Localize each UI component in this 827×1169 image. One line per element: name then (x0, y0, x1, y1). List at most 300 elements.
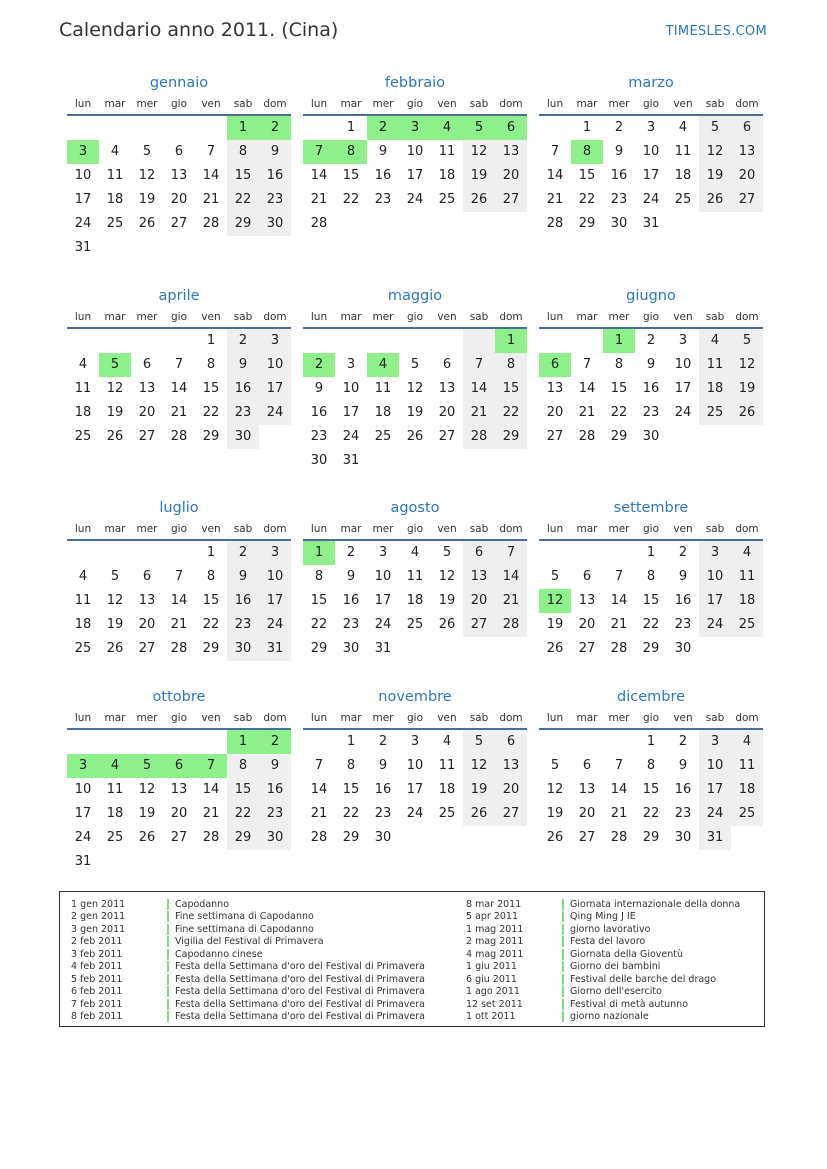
day-cell[interactable]: 10 (406, 144, 424, 159)
day-cell[interactable]: 1 (495, 329, 527, 353)
day-cell[interactable]: 27 (138, 641, 156, 656)
day-cell[interactable]: 10 (699, 754, 731, 778)
day-cell[interactable]: 8 (206, 569, 216, 584)
day-cell[interactable]: 14 (202, 168, 220, 183)
day-cell[interactable]: 6 (142, 357, 152, 372)
day-cell[interactable]: 7 (495, 541, 527, 565)
day-cell[interactable]: 25 (106, 216, 124, 231)
day-cell[interactable]: 11 (74, 593, 92, 608)
day-cell[interactable]: 4 (699, 329, 731, 353)
day-cell[interactable]: 5 (142, 144, 152, 159)
day-cell[interactable]: 1 (227, 116, 259, 140)
day-cell[interactable]: 8 (646, 569, 656, 584)
day-cell[interactable]: 10 (259, 565, 291, 589)
day-cell[interactable]: 4 (442, 734, 452, 749)
day-cell[interactable]: 25 (74, 429, 92, 444)
day-cell[interactable]: 24 (342, 429, 360, 444)
day-cell[interactable]: 17 (699, 589, 731, 613)
day-cell[interactable]: 8 (206, 357, 216, 372)
day-cell[interactable]: 8 (495, 353, 527, 377)
day-cell[interactable]: 9 (227, 353, 259, 377)
day-cell[interactable]: 20 (731, 164, 763, 188)
day-cell[interactable]: 15 (227, 164, 259, 188)
day-cell[interactable]: 24 (74, 830, 92, 845)
day-cell[interactable]: 27 (495, 188, 527, 212)
day-cell[interactable]: 31 (642, 216, 660, 231)
day-cell[interactable]: 7 (303, 140, 335, 164)
day-cell[interactable]: 19 (106, 405, 124, 420)
day-cell[interactable]: 9 (314, 381, 324, 396)
day-cell[interactable]: 2 (678, 734, 688, 749)
day-cell[interactable]: 21 (463, 401, 495, 425)
day-cell[interactable]: 3 (410, 734, 420, 749)
day-cell[interactable]: 19 (463, 164, 495, 188)
day-cell[interactable]: 22 (202, 617, 220, 632)
day-cell[interactable]: 1 (346, 734, 356, 749)
day-cell[interactable]: 23 (642, 405, 660, 420)
day-cell[interactable]: 2 (614, 120, 624, 135)
day-cell[interactable]: 18 (374, 405, 392, 420)
day-cell[interactable]: 5 (463, 116, 495, 140)
day-cell[interactable]: 8 (646, 758, 656, 773)
day-cell[interactable]: 15 (578, 168, 596, 183)
day-cell[interactable]: 5 (550, 569, 560, 584)
day-cell[interactable]: 24 (259, 613, 291, 637)
day-cell[interactable]: 3 (399, 116, 431, 140)
day-cell[interactable]: 29 (227, 826, 259, 850)
day-cell[interactable]: 7 (614, 758, 624, 773)
day-cell[interactable]: 28 (310, 830, 328, 845)
day-cell[interactable]: 10 (674, 357, 692, 372)
day-cell[interactable]: 24 (74, 216, 92, 231)
day-cell[interactable]: 19 (731, 377, 763, 401)
day-cell[interactable]: 20 (438, 405, 456, 420)
day-cell[interactable]: 8 (335, 140, 367, 164)
day-cell[interactable]: 26 (463, 802, 495, 826)
day-cell[interactable]: 24 (374, 617, 392, 632)
day-cell[interactable]: 7 (463, 353, 495, 377)
day-cell[interactable]: 28 (170, 641, 188, 656)
day-cell[interactable]: 6 (163, 754, 195, 778)
day-cell[interactable]: 27 (731, 188, 763, 212)
day-cell[interactable]: 9 (259, 140, 291, 164)
day-cell[interactable]: 25 (374, 429, 392, 444)
day-cell[interactable]: 23 (259, 188, 291, 212)
day-cell[interactable]: 26 (463, 188, 495, 212)
day-cell[interactable]: 30 (259, 826, 291, 850)
day-cell[interactable]: 14 (610, 593, 628, 608)
day-cell[interactable]: 9 (378, 144, 388, 159)
day-cell[interactable]: 6 (582, 758, 592, 773)
day-cell[interactable]: 3 (259, 329, 291, 353)
day-cell[interactable]: 27 (546, 429, 564, 444)
day-cell[interactable]: 18 (106, 192, 124, 207)
day-cell[interactable]: 30 (374, 830, 392, 845)
day-cell[interactable]: 2 (367, 116, 399, 140)
day-cell[interactable]: 31 (374, 641, 392, 656)
day-cell[interactable]: 19 (138, 192, 156, 207)
day-cell[interactable]: 3 (259, 541, 291, 565)
day-cell[interactable]: 9 (646, 357, 656, 372)
day-cell[interactable]: 26 (699, 188, 731, 212)
day-cell[interactable]: 18 (74, 405, 92, 420)
day-cell[interactable]: 22 (642, 806, 660, 821)
day-cell[interactable]: 9 (346, 569, 356, 584)
day-cell[interactable]: 31 (259, 637, 291, 661)
day-cell[interactable]: 13 (546, 381, 564, 396)
day-cell[interactable]: 29 (642, 641, 660, 656)
day-cell[interactable]: 24 (674, 405, 692, 420)
day-cell[interactable]: 2 (303, 353, 335, 377)
day-cell[interactable]: 16 (227, 589, 259, 613)
day-cell[interactable]: 2 (378, 734, 388, 749)
day-cell[interactable]: 3 (699, 541, 731, 565)
day-cell[interactable]: 29 (342, 830, 360, 845)
day-cell[interactable]: 25 (731, 802, 763, 826)
day-cell[interactable]: 10 (74, 168, 92, 183)
day-cell[interactable]: 17 (74, 192, 92, 207)
day-cell[interactable]: 22 (342, 806, 360, 821)
day-cell[interactable]: 16 (374, 782, 392, 797)
day-cell[interactable]: 23 (374, 806, 392, 821)
day-cell[interactable]: 18 (674, 168, 692, 183)
day-cell[interactable]: 18 (106, 806, 124, 821)
day-cell[interactable]: 5 (731, 329, 763, 353)
day-cell[interactable]: 20 (578, 617, 596, 632)
day-cell[interactable]: 11 (731, 565, 763, 589)
day-cell[interactable]: 17 (342, 405, 360, 420)
day-cell[interactable]: 11 (699, 353, 731, 377)
day-cell[interactable]: 17 (374, 593, 392, 608)
day-cell[interactable]: 27 (438, 429, 456, 444)
day-cell[interactable]: 26 (106, 429, 124, 444)
day-cell[interactable]: 17 (406, 168, 424, 183)
day-cell[interactable]: 14 (495, 565, 527, 589)
day-cell[interactable]: 9 (259, 754, 291, 778)
day-cell[interactable]: 5 (99, 353, 131, 377)
day-cell[interactable]: 25 (406, 617, 424, 632)
day-cell[interactable]: 1 (206, 545, 216, 560)
day-cell[interactable]: 13 (170, 782, 188, 797)
day-cell[interactable]: 12 (138, 168, 156, 183)
day-cell[interactable]: 12 (539, 589, 571, 613)
day-cell[interactable]: 28 (170, 429, 188, 444)
day-cell[interactable]: 22 (495, 401, 527, 425)
day-cell[interactable]: 22 (202, 405, 220, 420)
day-cell[interactable]: 8 (227, 754, 259, 778)
day-cell[interactable]: 4 (731, 541, 763, 565)
day-cell[interactable]: 11 (106, 168, 124, 183)
day-cell[interactable]: 16 (610, 168, 628, 183)
day-cell[interactable]: 19 (546, 617, 564, 632)
day-cell[interactable]: 12 (106, 593, 124, 608)
day-cell[interactable]: 13 (170, 168, 188, 183)
day-cell[interactable]: 12 (438, 569, 456, 584)
day-cell[interactable]: 22 (642, 617, 660, 632)
day-cell[interactable]: 27 (495, 802, 527, 826)
day-cell[interactable]: 4 (678, 120, 688, 135)
day-cell[interactable]: 30 (227, 425, 259, 449)
day-cell[interactable]: 18 (699, 377, 731, 401)
day-cell[interactable]: 5 (410, 357, 420, 372)
day-cell[interactable]: 7 (314, 758, 324, 773)
day-cell[interactable]: 14 (546, 168, 564, 183)
day-cell[interactable]: 17 (74, 806, 92, 821)
day-cell[interactable]: 21 (310, 806, 328, 821)
day-cell[interactable]: 14 (578, 381, 596, 396)
day-cell[interactable]: 1 (646, 545, 656, 560)
day-cell[interactable]: 24 (699, 613, 731, 637)
day-cell[interactable]: 18 (438, 782, 456, 797)
day-cell[interactable]: 29 (610, 429, 628, 444)
day-cell[interactable]: 19 (106, 617, 124, 632)
day-cell[interactable]: 26 (106, 641, 124, 656)
day-cell[interactable]: 16 (259, 164, 291, 188)
day-cell[interactable]: 2 (678, 545, 688, 560)
day-cell[interactable]: 15 (227, 778, 259, 802)
day-cell[interactable]: 4 (410, 545, 420, 560)
day-cell[interactable]: 26 (438, 617, 456, 632)
day-cell[interactable]: 16 (310, 405, 328, 420)
day-cell[interactable]: 21 (610, 617, 628, 632)
day-cell[interactable]: 2 (346, 545, 356, 560)
day-cell[interactable]: 13 (438, 381, 456, 396)
day-cell[interactable]: 22 (227, 802, 259, 826)
day-cell[interactable]: 19 (699, 164, 731, 188)
day-cell[interactable]: 18 (438, 168, 456, 183)
day-cell[interactable]: 6 (582, 569, 592, 584)
day-cell[interactable]: 3 (699, 730, 731, 754)
day-cell[interactable]: 21 (495, 589, 527, 613)
day-cell[interactable]: 21 (610, 806, 628, 821)
day-cell[interactable]: 23 (674, 617, 692, 632)
day-cell[interactable]: 8 (614, 357, 624, 372)
site-link[interactable]: TIMESLES.COM (665, 24, 767, 39)
day-cell[interactable]: 16 (374, 168, 392, 183)
day-cell[interactable]: 16 (227, 377, 259, 401)
day-cell[interactable]: 1 (346, 120, 356, 135)
day-cell[interactable]: 5 (463, 730, 495, 754)
day-cell[interactable]: 9 (678, 569, 688, 584)
day-cell[interactable]: 13 (495, 754, 527, 778)
day-cell[interactable]: 12 (463, 140, 495, 164)
day-cell[interactable]: 30 (227, 637, 259, 661)
day-cell[interactable]: 24 (642, 192, 660, 207)
day-cell[interactable]: 14 (310, 782, 328, 797)
day-cell[interactable]: 19 (546, 806, 564, 821)
day-cell[interactable]: 24 (699, 802, 731, 826)
day-cell[interactable]: 27 (170, 216, 188, 231)
day-cell[interactable]: 5 (110, 569, 120, 584)
day-cell[interactable]: 29 (578, 216, 596, 231)
day-cell[interactable]: 6 (731, 116, 763, 140)
day-cell[interactable]: 22 (227, 188, 259, 212)
day-cell[interactable]: 13 (463, 565, 495, 589)
day-cell[interactable]: 7 (206, 144, 216, 159)
day-cell[interactable]: 25 (699, 401, 731, 425)
day-cell[interactable]: 12 (463, 754, 495, 778)
day-cell[interactable]: 16 (642, 381, 660, 396)
day-cell[interactable]: 29 (642, 830, 660, 845)
day-cell[interactable]: 28 (610, 641, 628, 656)
day-cell[interactable]: 11 (74, 381, 92, 396)
day-cell[interactable]: 15 (202, 593, 220, 608)
day-cell[interactable]: 21 (546, 192, 564, 207)
day-cell[interactable]: 13 (138, 593, 156, 608)
day-cell[interactable]: 20 (578, 806, 596, 821)
day-cell[interactable]: 15 (310, 593, 328, 608)
day-cell[interactable]: 14 (310, 168, 328, 183)
day-cell[interactable]: 14 (202, 782, 220, 797)
day-cell[interactable]: 13 (578, 782, 596, 797)
day-cell[interactable]: 11 (438, 758, 456, 773)
day-cell[interactable]: 26 (731, 401, 763, 425)
day-cell[interactable]: 28 (495, 613, 527, 637)
day-cell[interactable]: 27 (578, 830, 596, 845)
day-cell[interactable]: 15 (642, 593, 660, 608)
day-cell[interactable]: 22 (342, 192, 360, 207)
day-cell[interactable]: 27 (463, 613, 495, 637)
day-cell[interactable]: 7 (174, 569, 184, 584)
day-cell[interactable]: 8 (227, 140, 259, 164)
day-cell[interactable]: 31 (342, 453, 360, 468)
day-cell[interactable]: 11 (674, 144, 692, 159)
day-cell[interactable]: 23 (227, 401, 259, 425)
day-cell[interactable]: 20 (463, 589, 495, 613)
day-cell[interactable]: 11 (374, 381, 392, 396)
day-cell[interactable]: 20 (495, 778, 527, 802)
day-cell[interactable]: 20 (170, 192, 188, 207)
day-cell[interactable]: 21 (170, 617, 188, 632)
day-cell[interactable]: 15 (610, 381, 628, 396)
day-cell[interactable]: 20 (495, 164, 527, 188)
day-cell[interactable]: 26 (546, 830, 564, 845)
day-cell[interactable]: 23 (342, 617, 360, 632)
day-cell[interactable]: 1 (646, 734, 656, 749)
day-cell[interactable]: 6 (495, 116, 527, 140)
day-cell[interactable]: 11 (731, 754, 763, 778)
day-cell[interactable]: 20 (138, 617, 156, 632)
day-cell[interactable]: 18 (74, 617, 92, 632)
day-cell[interactable]: 27 (578, 641, 596, 656)
day-cell[interactable]: 12 (406, 381, 424, 396)
day-cell[interactable]: 2 (259, 116, 291, 140)
day-cell[interactable]: 21 (170, 405, 188, 420)
day-cell[interactable]: 3 (378, 545, 388, 560)
day-cell[interactable]: 3 (346, 357, 356, 372)
day-cell[interactable]: 25 (74, 641, 92, 656)
day-cell[interactable]: 10 (699, 565, 731, 589)
day-cell[interactable]: 17 (699, 778, 731, 802)
day-cell[interactable]: 28 (310, 216, 328, 231)
day-cell[interactable]: 23 (310, 429, 328, 444)
day-cell[interactable]: 25 (438, 192, 456, 207)
day-cell[interactable]: 29 (310, 641, 328, 656)
day-cell[interactable]: 9 (614, 144, 624, 159)
day-cell[interactable]: 1 (303, 541, 335, 565)
day-cell[interactable]: 22 (578, 192, 596, 207)
day-cell[interactable]: 5 (442, 545, 452, 560)
day-cell[interactable]: 20 (546, 405, 564, 420)
day-cell[interactable]: 25 (438, 806, 456, 821)
day-cell[interactable]: 23 (259, 802, 291, 826)
day-cell[interactable]: 4 (78, 569, 88, 584)
day-cell[interactable]: 31 (74, 240, 92, 255)
day-cell[interactable]: 26 (406, 429, 424, 444)
day-cell[interactable]: 4 (110, 144, 120, 159)
day-cell[interactable]: 19 (438, 593, 456, 608)
day-cell[interactable]: 5 (550, 758, 560, 773)
day-cell[interactable]: 27 (138, 429, 156, 444)
day-cell[interactable]: 3 (67, 754, 99, 778)
day-cell[interactable]: 15 (342, 168, 360, 183)
day-cell[interactable]: 29 (495, 425, 527, 449)
day-cell[interactable]: 13 (578, 593, 596, 608)
day-cell[interactable]: 30 (674, 641, 692, 656)
day-cell[interactable]: 30 (259, 212, 291, 236)
day-cell[interactable]: 6 (495, 730, 527, 754)
day-cell[interactable]: 5 (699, 116, 731, 140)
day-cell[interactable]: 20 (170, 806, 188, 821)
day-cell[interactable]: 15 (495, 377, 527, 401)
day-cell[interactable]: 1 (227, 730, 259, 754)
day-cell[interactable]: 12 (546, 782, 564, 797)
day-cell[interactable]: 23 (610, 192, 628, 207)
day-cell[interactable]: 28 (202, 830, 220, 845)
day-cell[interactable]: 13 (731, 140, 763, 164)
day-cell[interactable]: 18 (731, 778, 763, 802)
day-cell[interactable]: 28 (578, 429, 596, 444)
day-cell[interactable]: 29 (227, 212, 259, 236)
day-cell[interactable]: 10 (259, 353, 291, 377)
day-cell[interactable]: 23 (227, 613, 259, 637)
day-cell[interactable]: 25 (674, 192, 692, 207)
day-cell[interactable]: 3 (678, 333, 688, 348)
day-cell[interactable]: 17 (642, 168, 660, 183)
day-cell[interactable]: 28 (610, 830, 628, 845)
day-cell[interactable]: 2 (227, 329, 259, 353)
day-cell[interactable]: 28 (463, 425, 495, 449)
day-cell[interactable]: 16 (674, 593, 692, 608)
day-cell[interactable]: 12 (731, 353, 763, 377)
day-cell[interactable]: 4 (431, 116, 463, 140)
day-cell[interactable]: 4 (78, 357, 88, 372)
day-cell[interactable]: 9 (678, 758, 688, 773)
day-cell[interactable]: 17 (259, 589, 291, 613)
day-cell[interactable]: 4 (731, 730, 763, 754)
day-cell[interactable]: 4 (99, 754, 131, 778)
day-cell[interactable]: 10 (642, 144, 660, 159)
day-cell[interactable]: 13 (495, 140, 527, 164)
day-cell[interactable]: 18 (731, 589, 763, 613)
day-cell[interactable]: 29 (202, 429, 220, 444)
day-cell[interactable]: 6 (539, 353, 571, 377)
day-cell[interactable]: 25 (106, 830, 124, 845)
day-cell[interactable]: 6 (142, 569, 152, 584)
day-cell[interactable]: 6 (442, 357, 452, 372)
day-cell[interactable]: 23 (674, 806, 692, 821)
day-cell[interactable]: 22 (310, 617, 328, 632)
day-cell[interactable]: 14 (463, 377, 495, 401)
day-cell[interactable]: 23 (374, 192, 392, 207)
day-cell[interactable]: 10 (374, 569, 392, 584)
day-cell[interactable]: 11 (438, 144, 456, 159)
day-cell[interactable]: 11 (106, 782, 124, 797)
day-cell[interactable]: 16 (674, 782, 692, 797)
day-cell[interactable]: 2 (646, 333, 656, 348)
day-cell[interactable]: 17 (259, 377, 291, 401)
day-cell[interactable]: 8 (571, 140, 603, 164)
